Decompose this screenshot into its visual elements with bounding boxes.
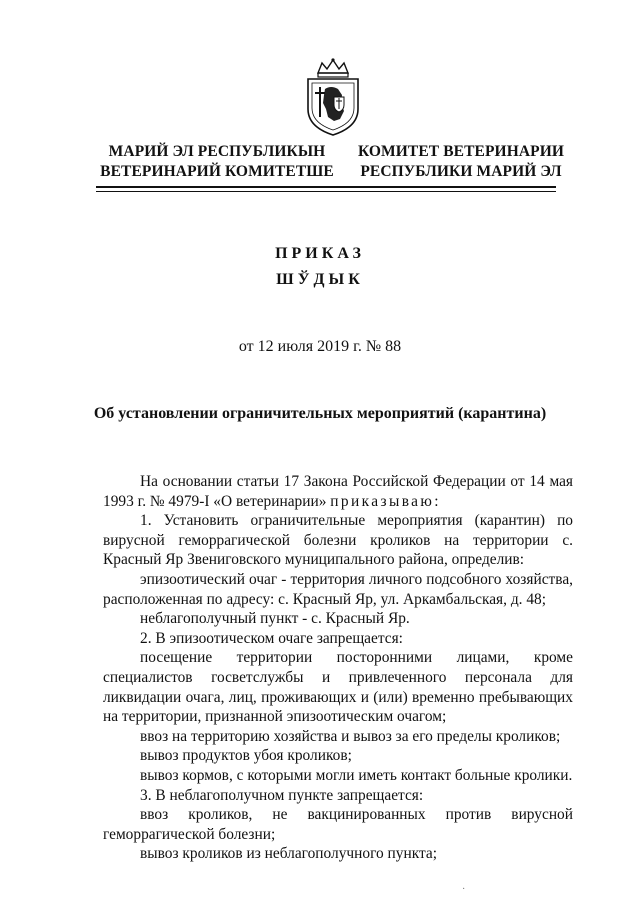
intro-paragraph [103, 472, 573, 511]
coat-of-arms-emblem [298, 57, 368, 137]
intro-order-word: приказываю: [330, 492, 441, 510]
header-right-line-1: КОМИТЕТ ВЕТЕРИНАРИИ [357, 143, 565, 160]
order-subject: Об установлении ограничительных мероприятий (карантина) [93, 405, 547, 422]
body-paragraph: эпизоотический очаг - территория личного подсобного хозяйства, расположенная по адресу: с. Красный Яр, ул. Аркамбальская, д. 48; [103, 570, 573, 608]
header-right-line-2: РЕСПУБЛИКИ МАРИЙ ЭЛ [360, 163, 562, 180]
body-paragraph: 3. В неблагополучном пункте запрещается: [140, 786, 424, 804]
body-paragraph: посещение территории посторонними лицами, кроме специалистов госветслужбы и привлеченного персонала для ликвидации очага, лиц, проживающих и (или) временно пребывающих на территории, признанной эпизоотическим очагом; [103, 649, 573, 726]
header-rule-thick [96, 186, 556, 188]
body-paragraph: вывоз продуктов убоя кроликов; [140, 747, 352, 765]
header-left-mari [92, 142, 342, 182]
body-paragraph: ввоз на территорию хозяйства и вывоз за его пределы кроликов; [140, 727, 561, 745]
body-paragraph: 1. Установить ограничительные мероприятия (карантин) по вирусной геморрагической болезни кроликов на территории с. Красный Яр Звениговского муниципального района, определив: [103, 512, 573, 569]
order-date-number: от 12 июля 2019 г. № 88 [238, 338, 402, 355]
scan-speck: · [462, 884, 466, 895]
body-paragraph: неблагополучный пункт - с. Красный Яр. [140, 610, 410, 628]
header-left-line-1: МАРИЙ ЭЛ РЕСПУБЛИКЫН [108, 143, 326, 160]
order-body [103, 472, 573, 864]
header-left-line-2: ВЕТЕРИНАРИЙ КОМИТЕТШЕ [100, 163, 334, 180]
document-title-mari: ШЎДЫК [276, 271, 364, 288]
body-paragraph: ввоз кроликов, не вакцинированных против вирусной геморрагической болезни; [103, 806, 573, 843]
intro-text: На основании статьи 17 Закона Российской Федерации от 14 мая 1993 г. № 4979-I «О ветеринарии» [103, 473, 573, 510]
body-paragraph: 2. В эпизоотическом очаге запрещается: [140, 629, 403, 647]
document-title-ru: ПРИКАЗ [275, 245, 365, 262]
header-rule-thin [96, 191, 556, 192]
body-paragraph: вывоз кормов, с которыми могли иметь контакт больные кролики. [140, 766, 573, 784]
body-paragraph: вывоз кроликов из неблагополучного пункта; [140, 845, 438, 863]
header-right-russian [348, 142, 574, 182]
